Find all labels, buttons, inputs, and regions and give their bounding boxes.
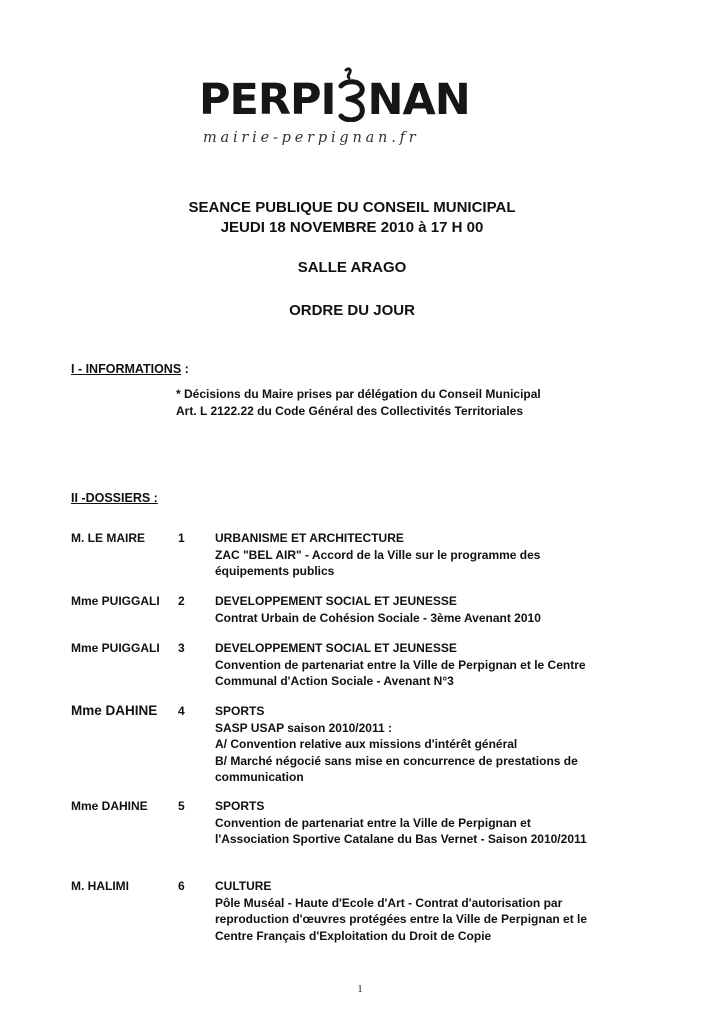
item-3-line-1: Convention de partenariat entre la Ville de Perpignan et le Centre	[215, 657, 586, 672]
item-4-line-3: B/ Marché négocié sans mise en concurrence de prestations de	[215, 753, 578, 768]
informations-heading	[71, 361, 189, 377]
item-6-line-3: Centre Français d'Exploitation du Droit de Copie	[215, 928, 492, 943]
item-4-title: SPORTS	[215, 704, 265, 718]
item-6-block	[215, 878, 587, 944]
item-5-number: 5	[178, 799, 185, 813]
item-6-line-2: reproduction d'œuvres protégées entre la Ville de Perpignan et le	[215, 912, 588, 926]
dossiers-heading	[71, 490, 158, 506]
logo-wordmark	[199, 75, 470, 125]
item-2-block	[215, 593, 541, 626]
item-5-line-1: Convention de partenariat entre la Ville de Perpignan et	[215, 815, 531, 830]
logo-url: mairie-perpignan.fr	[203, 130, 420, 146]
session-venue: SALLE ARAGO	[297, 259, 407, 276]
session-title: SEANCE PUBLIQUE DU CONSEIL MUNICIPAL	[188, 199, 516, 216]
item-5-line-2: l'Association Sportive Catalane du Bas Vernet - Saison 2010/2011	[215, 832, 587, 846]
item-4-line-2: A/ Convention relative aux missions d'intérêt général	[215, 737, 518, 751]
item-3-title: DEVELOPPEMENT SOCIAL ET JEUNESSE	[215, 641, 457, 655]
item-2-line-1: Contrat Urbain de Cohésion Sociale - 3ème Avenant 2010	[215, 610, 541, 625]
item-6-rapporteur: M. HALIMI	[71, 879, 129, 893]
informations-suffix: :	[181, 362, 189, 376]
item-6-line-1: Pôle Muséal - Haute d'Ecole d'Art - Contrat d'autorisation par	[215, 895, 563, 910]
item-1-title: URBANISME ET ARCHITECTURE	[215, 531, 404, 545]
logo-g-glyph-icon	[336, 78, 368, 122]
informations-label: I - INFORMATIONS	[71, 362, 182, 376]
item-4-number: 4	[178, 704, 185, 718]
item-1-line-1: ZAC "BEL AIR" - Accord de la Ville sur le programme des	[215, 547, 541, 562]
item-2-number: 2	[178, 594, 185, 608]
item-4-rapporteur: Mme DAHINE	[71, 703, 158, 718]
informations-line-1: * Décisions du Maire prises par délégation du Conseil Municipal	[176, 387, 541, 401]
perpignan-logo	[199, 72, 470, 156]
informations-line-2: Art. L 2122.22 du Code Général des Collectivités Territoriales	[176, 404, 524, 418]
item-4-line-4: communication	[215, 770, 304, 784]
item-3-number: 3	[178, 641, 185, 655]
item-3-block	[215, 640, 586, 690]
item-6-title: CULTURE	[215, 879, 272, 893]
logo-word-before: PERPI	[199, 75, 336, 125]
item-1-rapporteur: M. LE MAIRE	[71, 531, 145, 545]
item-5-block	[215, 798, 587, 848]
item-3-line-2: Communal d'Action Sociale - Avenant N°3	[215, 674, 454, 688]
item-1-block	[215, 530, 540, 580]
item-6-number: 6	[178, 879, 185, 893]
item-1-line-2: équipements publics	[215, 564, 335, 578]
item-5-title: SPORTS	[215, 799, 265, 813]
item-3-rapporteur: Mme PUIGGALI	[71, 641, 160, 655]
session-date: JEUDI 18 NOVEMBRE 2010 à 17 H 00	[220, 219, 484, 236]
item-4-block	[215, 703, 578, 786]
logo-word-after: NAN	[367, 75, 470, 125]
item-1-number: 1	[178, 531, 185, 545]
agenda-title: ORDRE DU JOUR	[289, 302, 415, 319]
item-2-rapporteur: Mme PUIGGALI	[71, 594, 160, 608]
dossiers-label: II -DOSSIERS :	[71, 491, 158, 505]
page-number: 1	[357, 983, 363, 995]
item-4-line-1: SASP USAP saison 2010/2011 :	[215, 720, 392, 735]
item-5-rapporteur: Mme DAHINE	[71, 799, 148, 813]
item-2-title: DEVELOPPEMENT SOCIAL ET JEUNESSE	[215, 594, 457, 608]
